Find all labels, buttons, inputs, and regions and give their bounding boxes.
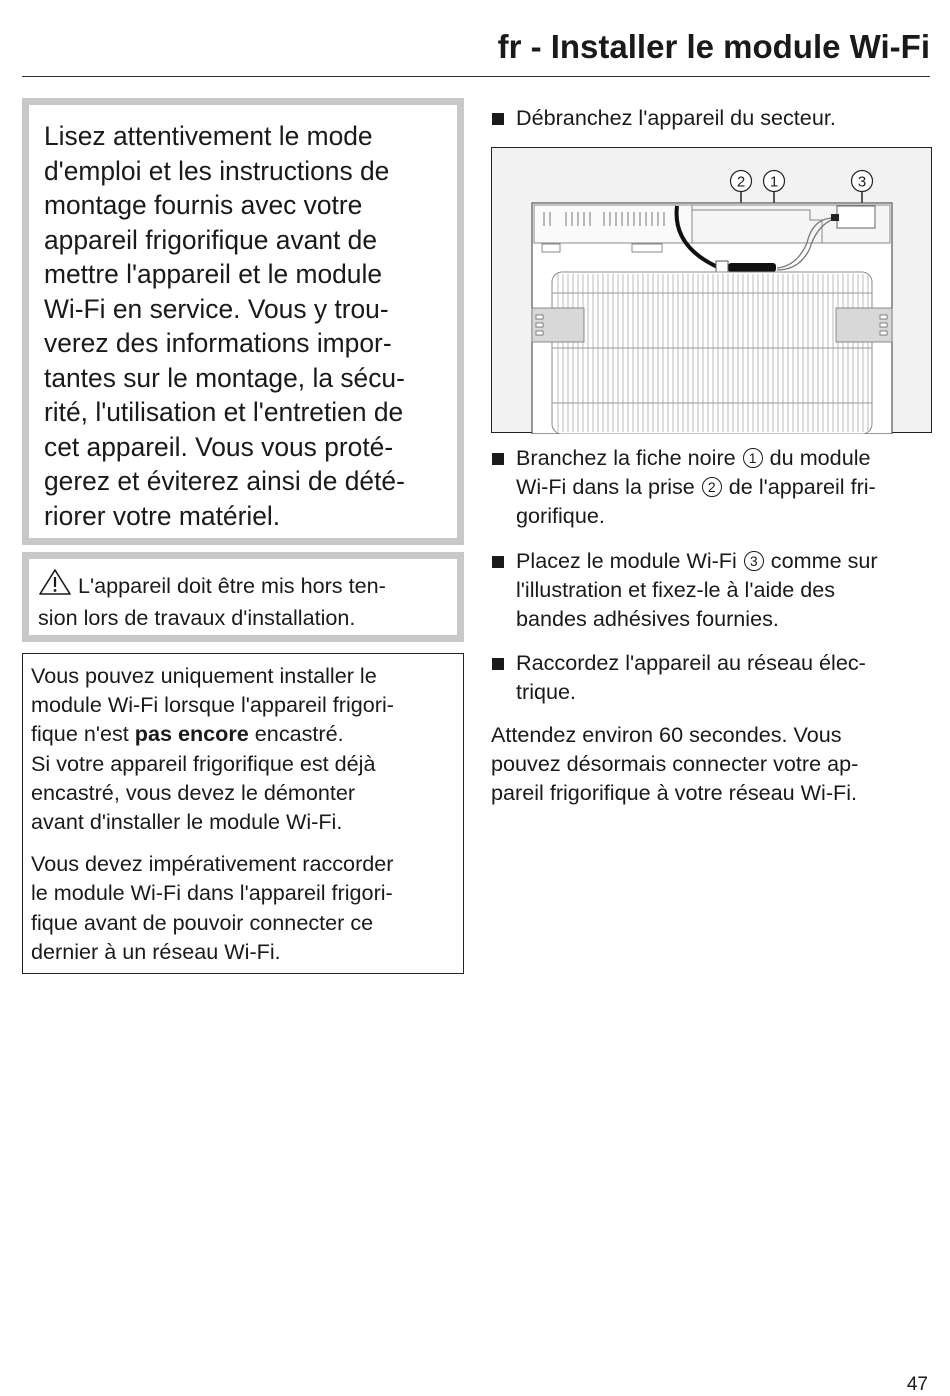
safety-notice-text	[44, 119, 447, 533]
text-fragment: Branchez la fiche noire	[516, 445, 742, 470]
text-line: verez des informations impor-	[44, 328, 392, 358]
text-line: montage fournis avec votre	[44, 190, 363, 220]
text-fragment: Wi-Fi dans la prise	[516, 474, 701, 500]
closing-paragraph	[491, 720, 931, 808]
text-line: Lisez attentivement le mode	[44, 121, 373, 151]
step-2	[491, 443, 931, 531]
text-fragment: du module	[763, 445, 871, 470]
callout-2	[731, 171, 752, 192]
text-fragment: de l'appareil fri-	[722, 474, 876, 500]
step-1	[491, 103, 931, 132]
step-text: bandes adhésives fournies.	[516, 606, 779, 632]
bullet-item	[491, 103, 931, 132]
text-line: rité, l'utilisation et l'entretien de	[44, 397, 404, 427]
step-text: Débranchez l'appareil du secteur.	[516, 105, 836, 130]
text-line: Wi-Fi en service. Vous y trou-	[44, 293, 389, 324]
bullet-item	[491, 648, 931, 706]
warning-text: L'appareil doit être mis hors ten-	[78, 573, 386, 598]
svg-text:2: 2	[736, 173, 746, 191]
warning-box	[22, 552, 464, 642]
bullet-square-icon	[492, 113, 504, 125]
text-line: pareil frigorifique à votre réseau Wi-Fi.	[491, 780, 858, 806]
warning-triangle-icon	[38, 568, 72, 603]
warning-line	[38, 568, 449, 603]
text-line: Vous pouvez uniquement installer le	[31, 663, 377, 688]
text-line: mettre l'appareil et le module	[44, 259, 383, 289]
text-line: Si votre appareil frigorifique est déjà	[31, 750, 376, 776]
text-line: le module Wi-Fi dans l'appareil frigori-	[31, 880, 393, 906]
text-line: cet appareil. Vous vous proté-	[44, 431, 394, 462]
fridge-back-diagram	[492, 148, 933, 434]
emphasis-text: pas encore	[134, 721, 249, 747]
svg-text:1: 1	[769, 173, 779, 191]
step-text: l'illustration et fixez-le à l'aide des	[516, 577, 836, 603]
note-paragraph-2	[31, 849, 455, 966]
page-title: fr - Installer le module Wi-Fi	[497, 28, 930, 65]
text-fragment: comme sur	[764, 548, 878, 573]
text-line	[31, 719, 455, 748]
reference-number: 1	[743, 448, 763, 468]
text-line: gerez et éviterez ainsi de dété-	[44, 466, 405, 496]
warning-text: sion lors de travaux d'installation.	[38, 605, 356, 630]
text-line: tantes sur le montage, la sécu-	[44, 362, 405, 393]
step-text: trique.	[516, 679, 577, 705]
text-fragment: fique n'est	[31, 721, 135, 747]
bullet-item	[491, 443, 931, 531]
page-number: 47	[906, 1374, 928, 1395]
text-fragment: Placez le module Wi-Fi	[516, 548, 743, 573]
text-line: Vous devez impérativement raccorder	[31, 851, 394, 877]
step-text: gorifique.	[516, 503, 605, 529]
text-line: appareil frigorifique avant de	[44, 224, 378, 255]
text-line: dernier à un réseau Wi-Fi.	[31, 938, 281, 964]
text-line: encastré, vous devez le démonter	[31, 779, 356, 805]
callout-3	[852, 171, 873, 192]
safety-notice-box	[22, 98, 464, 545]
text-line: riorer votre matériel.	[44, 500, 281, 531]
reference-number: 3	[744, 551, 764, 571]
callout-1	[764, 171, 785, 192]
text-line: pouvez désormais connecter votre ap-	[491, 751, 859, 777]
svg-text:3: 3	[857, 173, 867, 191]
header-divider	[22, 76, 930, 77]
text-line: fique avant de pouvoir connecter ce	[31, 909, 374, 935]
bullet-square-icon	[492, 453, 504, 465]
bullet-square-icon	[492, 556, 504, 568]
bullet-item	[491, 546, 931, 634]
text-line: Attendez environ 60 secondes. Vous	[491, 722, 842, 747]
step-4	[491, 648, 931, 706]
text-line: module Wi-Fi lorsque l'appareil frigori-	[31, 692, 394, 718]
step-text	[516, 546, 931, 575]
note-box	[22, 653, 464, 974]
step-text: Raccordez l'appareil au réseau élec-	[516, 650, 866, 675]
text-line: d'emploi et les instructions de	[44, 155, 390, 186]
text-line: avant d'installer le module Wi-Fi.	[31, 809, 343, 835]
text-fragment: encastré.	[248, 721, 344, 747]
reference-number: 2	[702, 477, 722, 497]
bullet-square-icon	[492, 658, 504, 670]
note-paragraph-1	[31, 661, 455, 836]
installation-illustration	[491, 147, 932, 433]
step-text	[516, 472, 931, 501]
step-3	[491, 546, 931, 634]
step-text	[516, 443, 931, 472]
